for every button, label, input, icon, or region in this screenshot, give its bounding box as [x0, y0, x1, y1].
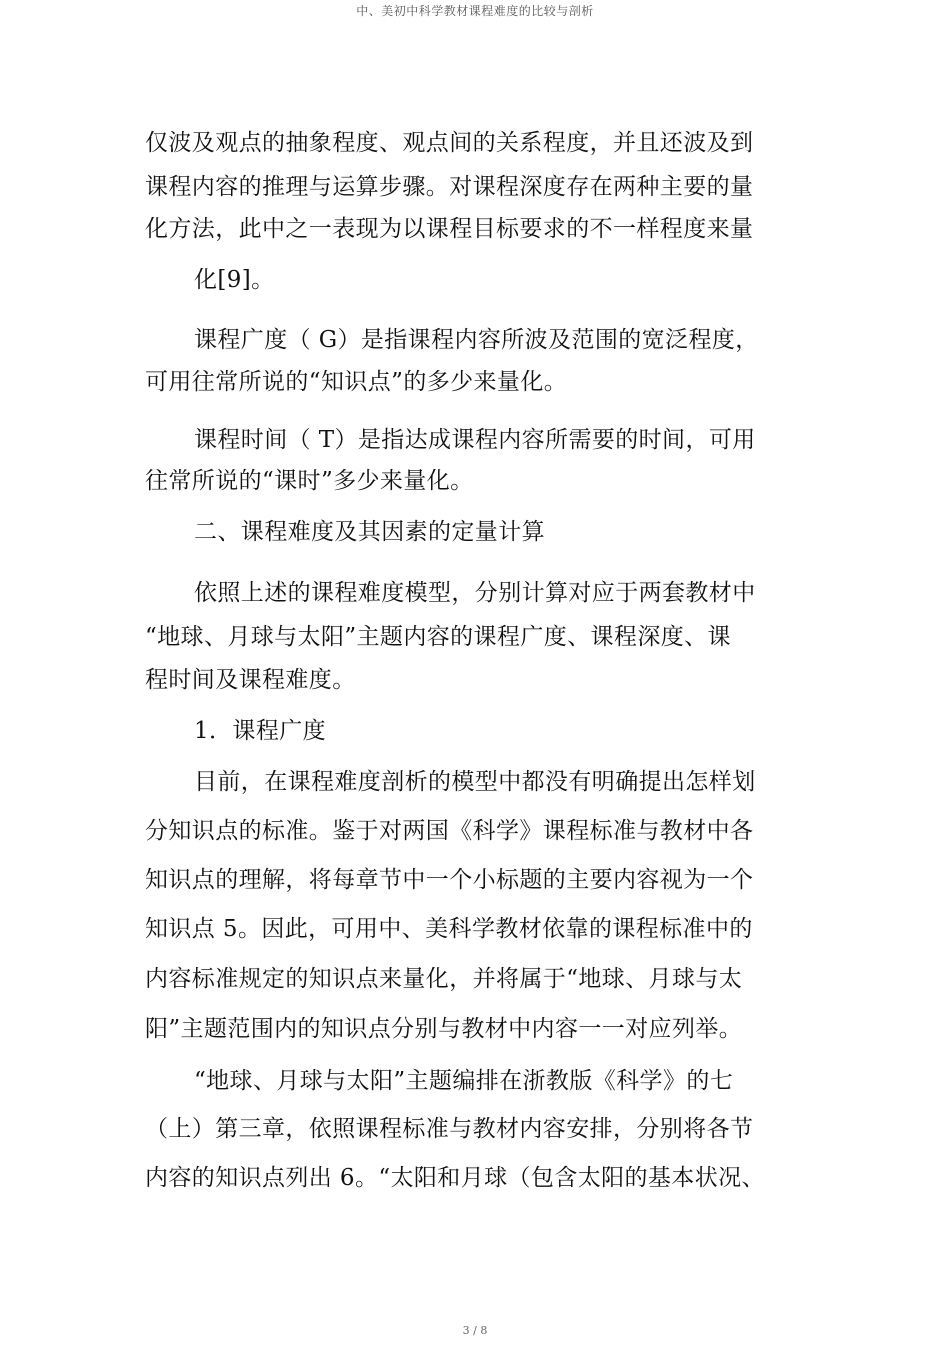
- text-line: 内容的知识点列出 6。“太阳和月球（包含太阳的基本状况、: [145, 1165, 765, 1191]
- text-line: 程时间及课程难度。: [145, 667, 356, 693]
- text-line: 分知识点的标准。鉴于对两国《科学》课程标准与教材中各: [145, 818, 754, 844]
- text-line: （上）第三章，依照课程标准与教材内容安排，分别将各节: [145, 1116, 754, 1142]
- text-line: 往常所说的“课时”多少来量化。: [145, 468, 474, 494]
- text-line: 知识点 5。因此，可用中、美科学教材依靠的课程标准中的: [145, 916, 753, 942]
- section-heading: 二、课程难度及其因素的定量计算: [194, 519, 545, 545]
- text-line: 课程内容的推理与运算步骤。对课程深度存在两种主要的量: [145, 174, 754, 200]
- text-line: 课程广度（ G）是指课程内容所波及范围的宽泛程度，: [194, 327, 759, 353]
- text-line: 化方法，此中之一表现为以课程目标要求的不一样程度来量: [145, 216, 754, 242]
- text-line: 仅波及观点的抽象程度、观点间的关系程度，并且还波及到: [145, 130, 754, 156]
- page-number: 3 / 8: [462, 1324, 488, 1337]
- text-line: “地球、月球与太阳”主题编排在浙教版《科学》的七: [194, 1068, 734, 1094]
- page-header: 中、美初中科学教材课程难度的比较与剖析: [356, 4, 594, 18]
- text-line: 课程时间（ T）是指达成课程内容所需要的时间，可用: [194, 427, 756, 453]
- text-line: 知识点的理解，将每章节中一个小标题的主要内容视为一个: [145, 867, 754, 893]
- text-line: 目前，在课程难度剖析的模型中都没有明确提出怎样划: [194, 769, 756, 795]
- text-line: 内容标准规定的知识点来量化，并将属于“地球、月球与太: [145, 966, 743, 992]
- text-line: 依照上述的课程难度模型，分别计算对应于两套教材中: [194, 580, 756, 606]
- text-line: “地球、月球与太阳”主题内容的课程广度、课程深度、课: [145, 624, 731, 650]
- text-line: 阳”主题范围内的知识点分别与教材中内容一一对应列举。: [145, 1016, 743, 1042]
- text-line: 化[9]。: [194, 267, 275, 293]
- text-line: 可用往常所说的“知识点”的多少来量化。: [145, 369, 568, 395]
- subsection-heading: 1．课程广度: [194, 718, 327, 744]
